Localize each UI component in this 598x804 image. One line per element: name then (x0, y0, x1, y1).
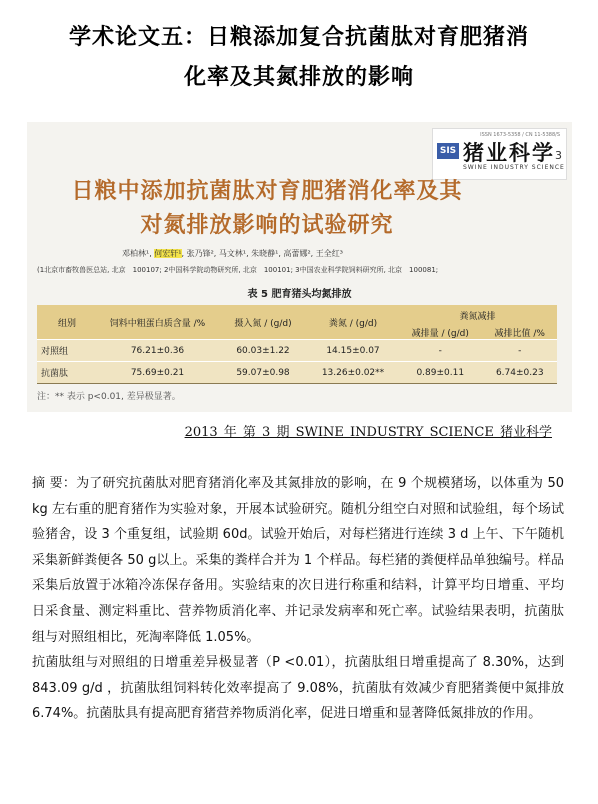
table-row (37, 340, 557, 362)
cell-ratio: - (483, 340, 557, 362)
journal-logo (432, 128, 567, 180)
header-reduction-amount: 减排量 / (g/d) (398, 325, 483, 340)
source-caption: 2013 年 第 3 期 SWINE INDUSTRY SCIENCE 猪业科学 (184, 425, 552, 440)
authors-after: , 张乃锋², 马文林¹, 朱晓静¹, 高蕾娜², 王全红³ (181, 249, 343, 258)
paper-authors (122, 248, 343, 259)
journal-name-cn: 猪业科学 (463, 140, 555, 165)
paper-title-line1: 日粮中添加抗菌肽对育肥猪消化率及其 (71, 179, 463, 204)
page-title-line1: 学术论文五：日粮添加复合抗菌肽对育肥猪消 (68, 25, 529, 50)
journal-name-en: SWINE INDUSTRY SCIENCE (463, 164, 565, 171)
table-caption: 表 5 肥育猪头均氮排放 (247, 289, 352, 300)
authors-before: 邓柏林¹, (122, 249, 155, 258)
journal-issue-number: 3 (555, 149, 562, 162)
cell-amount: - (398, 340, 483, 362)
author-highlight: 何宏轩¹ (154, 249, 182, 258)
table-row (37, 362, 557, 384)
table-note: 注：** 表示 p<0.01, 差异极显著。 (37, 392, 181, 402)
abstract-para-1: 摘 要：为了研究抗菌肽对肥育猪消化率及其氮排放的影响，在 9 个规模猪场，以体重为 50 kg 左右重的肥育猪作为实验对象，开展本试验研究。随机分组空白对照和试验组，每个场试验猪舍，设 3 个重复组，试验期 60d。试验开始后，对每栏猪进行连续 3 d 上午、下午随机采集新鲜粪便各 50 g以上。采集的粪样合并为 1 个样品。每栏猪的粪便样品单独编号。样品采集后放置于冰箱冷冻保存备用。实验结束的次日进行称重和结料，计算平均日增重、平均日采食量、测定料重比、营养物质消化率、并记录发病率和死亡率。试验结果表明，抗菌肽组与对照组相比，死淘率降低 1.05%。 (32, 476, 564, 645)
page-title-line2: 化率及其氮排放的影响 (183, 65, 414, 90)
paper-affiliations: (1北京市畜牧兽医总站, 北京 100107; 2中国科学院动物研究所, 北京 100101; 3中国农业科学院饲料研究所, 北京 100081; (37, 266, 439, 274)
cell-intake-n: 60.03±1.22 (218, 340, 308, 362)
header-intake-n: 摄入氮 / (g/d) (218, 305, 308, 340)
cell-amount: 0.89±0.11 (398, 362, 483, 384)
header-reduction-ratio: 减排比值 /% (483, 325, 557, 340)
cell-feed-cp: 76.21±0.36 (97, 340, 218, 362)
header-fecal-n: 粪氮 / (g/d) (308, 305, 398, 340)
header-feed-cp: 饲料中粗蛋白质含量 /% (97, 305, 218, 340)
cell-fecal-n: 14.15±0.07 (308, 340, 398, 362)
cell-intake-n: 59.07±0.98 (218, 362, 308, 384)
nitrogen-table (37, 305, 557, 384)
cell-feed-cp: 75.69±0.21 (97, 362, 218, 384)
paper-excerpt-image (27, 122, 572, 412)
cell-group: 对照组 (37, 340, 97, 362)
header-group: 组别 (37, 305, 97, 340)
journal-badge: SIS (437, 143, 459, 159)
cell-fecal-n: 13.26±0.02** (308, 362, 398, 384)
abstract (32, 471, 564, 727)
header-reduction: 粪氮减排 (398, 305, 557, 325)
cell-group: 抗菌肽 (37, 362, 97, 384)
cell-ratio: 6.74±0.23 (483, 362, 557, 384)
paper-title-line2: 对氮排放影响的试验研究 (140, 213, 394, 238)
journal-issn: ISSN 1673-5358 / CN 11-5388/S (480, 132, 560, 138)
abstract-para-2: 抗菌肽组与对照组的日增重差异极显著（P <0.01），抗菌肽组日增重提高了 8.30%，达到 843.09 g/d ，抗菌肽组饲料转化效率提高了 9.08%，抗菌肽有效减少育肥猪粪便中氮排放 6.74%。抗菌肽具有提高肥育猪营养物质消化率，促进日增重和显著降低氮排放的作用。 (32, 655, 564, 722)
